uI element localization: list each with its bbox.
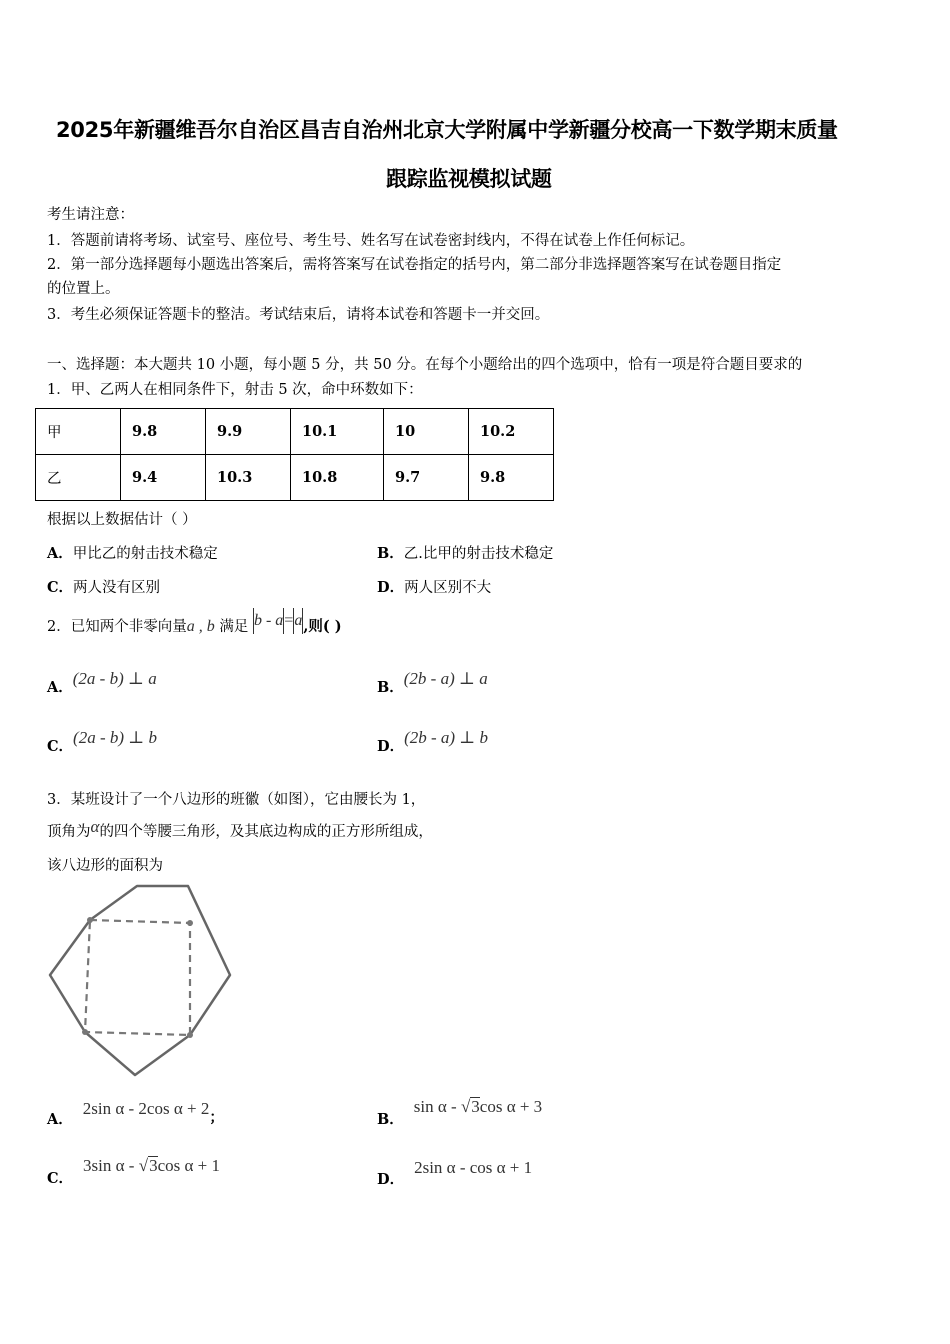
option-root: 3	[471, 1097, 480, 1116]
section-heading: 一、选择题：本大题共 10 小题，每小题 5 分，共 50 分。在每个小题给出的四个选项中，恰有一项是符合题目要求的	[47, 357, 803, 373]
q2-option-c[interactable]	[47, 727, 158, 755]
q2-stem-post: ,则( )	[303, 618, 342, 635]
option-text: 两人区别不大	[404, 580, 492, 596]
option-label: D．	[377, 579, 405, 596]
q3-line1: 3．某班设计了一个八边形的班徽（如图），它由腰长为 1，	[47, 792, 426, 808]
q1-score-table	[35, 408, 554, 501]
q3-option-c[interactable]	[47, 1155, 220, 1187]
q3-option-a[interactable]	[47, 1098, 224, 1128]
notice-item-2-cont: 的位置上。	[47, 281, 120, 297]
abs-bar-icon	[302, 608, 303, 634]
table-cell: 9.9	[206, 409, 291, 455]
notice-item-2: 2．第一部分选择题每小题选出答案后，需将答案写在试卷指定的括号内，第二部分非选择题答案写在试卷题目指定	[47, 257, 782, 273]
option-expr: (2a - b) ⊥ b	[73, 728, 158, 747]
q2-stem	[47, 612, 342, 642]
q2-cond-left: b - a	[253, 612, 284, 629]
option-label: A．	[47, 545, 73, 562]
table-row	[36, 455, 554, 501]
table-cell: 10.3	[206, 455, 291, 501]
option-expr: (2b - a) ⊥ a	[403, 669, 488, 688]
q2-cond-right: a	[294, 612, 303, 629]
octagon-outline	[50, 886, 230, 1075]
q1-option-c[interactable]	[47, 576, 160, 597]
q3-option-d[interactable]	[377, 1157, 533, 1188]
vertex-dot	[187, 1032, 193, 1038]
q3-line2-post: 的四个等腰三角形，及其底边构成的正方形所组成，	[99, 824, 433, 840]
q2-stem-mid: 满足	[219, 619, 249, 635]
option-expr-post: cos α + 3	[479, 1097, 543, 1116]
inner-square	[85, 920, 190, 1035]
notice-heading: 考生请注意：	[47, 207, 134, 223]
option-text: 乙.比甲的射击技术稳定	[403, 546, 554, 562]
octagon-figure	[40, 880, 240, 1085]
sqrt-icon: √	[138, 1156, 149, 1175]
table-cell: 9.7	[384, 455, 469, 501]
option-label: B．	[377, 679, 404, 696]
notice-item-1: 1．答题前请将考场、试室号、座位号、考生号、姓名写在试卷密封线内，不得在试卷上作任何标记。	[47, 233, 695, 249]
sqrt-icon: √	[460, 1097, 471, 1116]
option-label: C．	[47, 738, 74, 755]
option-expr-pre: 3sin α -	[83, 1156, 139, 1175]
option-text: 两人没有区别	[73, 580, 161, 596]
vertex-dot	[87, 917, 93, 923]
option-root: 3	[149, 1156, 158, 1175]
option-suffix: ；	[209, 1109, 224, 1126]
option-expr-post: cos α + 1	[157, 1156, 220, 1175]
option-expr: (2b - a) ⊥ b	[404, 728, 489, 747]
table-cell: 10	[384, 409, 469, 455]
option-text: 甲比乙的射击技术稳定	[72, 546, 218, 562]
q1-stem: 1．甲、乙两人在相同条件下，射击 5 次，命中环数如下：	[47, 382, 423, 398]
page-title-line1: 2025年新疆维吾尔自治区昌吉自治州北京大学附属中学新疆分校高一下数学期末质量	[56, 118, 838, 142]
q3-option-b[interactable]	[377, 1096, 543, 1128]
table-cell: 9.4	[121, 455, 206, 501]
q1-option-d[interactable]	[377, 576, 491, 597]
table-cell: 10.8	[291, 455, 384, 501]
q2-option-a[interactable]	[47, 668, 157, 696]
q2-stem-pre: 2．已知两个非零向量	[47, 619, 187, 635]
table-cell: 9.8	[469, 455, 554, 501]
table-cell: 甲	[36, 409, 121, 455]
q2-condition	[253, 612, 303, 629]
q1-prompt: 根据以上数据估计（ ）	[47, 512, 197, 528]
option-label: A．	[47, 679, 73, 696]
option-label: D．	[377, 1171, 405, 1188]
option-label: C．	[47, 1170, 74, 1187]
table-cell: 9.8	[121, 409, 206, 455]
q3-line2	[47, 817, 433, 841]
vertex-dot	[82, 1029, 88, 1035]
table-cell: 10.1	[291, 409, 384, 455]
table-cell: 10.2	[469, 409, 554, 455]
option-label: D．	[377, 738, 405, 755]
q1-option-b[interactable]	[377, 542, 553, 563]
q3-line3: 该八边形的面积为	[47, 858, 163, 874]
option-label: A．	[47, 1111, 73, 1128]
option-label: C．	[47, 579, 74, 596]
table-cell: 乙	[36, 455, 121, 501]
option-expr: 2sin α - 2cos α + 2	[82, 1099, 210, 1118]
notice-item-3: 3．考生必须保证答题卡的整洁。考试结束后，请将本试卷和答题卡一并交回。	[47, 307, 550, 323]
q2-option-d[interactable]	[377, 727, 489, 755]
option-expr: 2sin α - cos α + 1	[414, 1158, 533, 1177]
table-row	[36, 409, 554, 455]
q3-line2-pre: 顶角为	[47, 824, 91, 840]
q2-vectors: a , b	[186, 618, 215, 635]
q2-cond-eq: =	[284, 612, 294, 629]
page-title-line2: 跟踪监视模拟试题	[386, 167, 552, 191]
option-label: B．	[377, 1111, 404, 1128]
option-label: B．	[377, 545, 404, 562]
vertex-dot	[187, 920, 193, 926]
option-expr-pre: sin α -	[413, 1097, 461, 1116]
option-expr: (2a - b) ⊥ a	[72, 669, 157, 688]
q2-option-b[interactable]	[377, 668, 488, 696]
q1-option-a[interactable]	[47, 542, 218, 563]
q3-alpha: α	[90, 817, 100, 836]
